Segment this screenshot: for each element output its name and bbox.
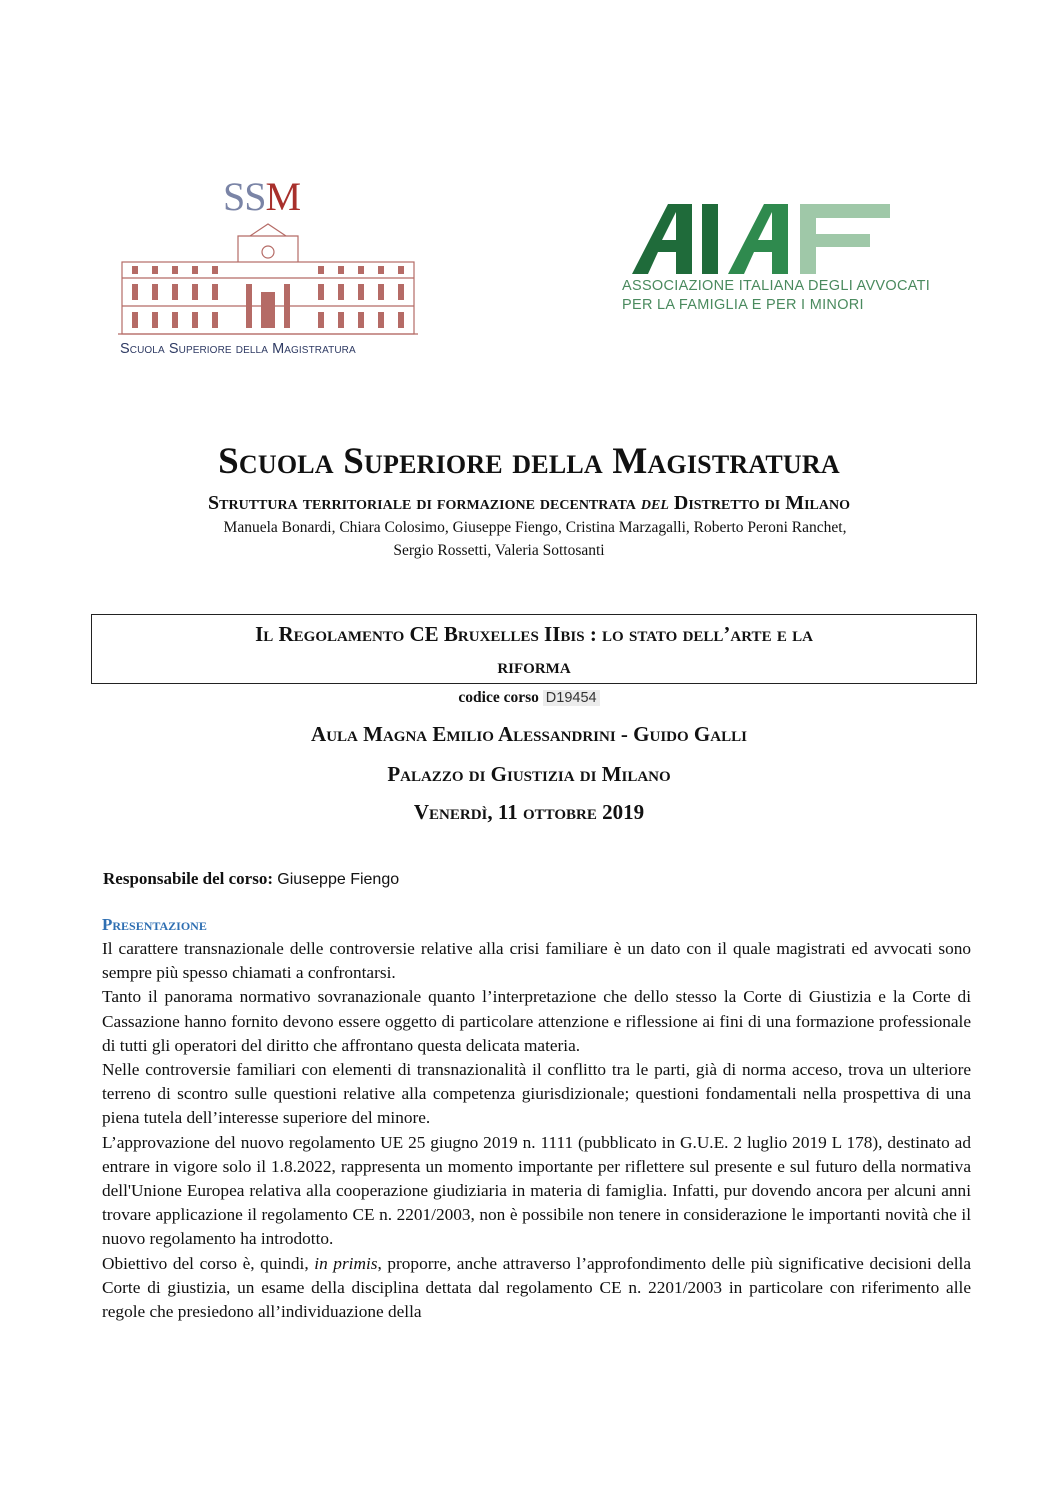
course-title-line1: Il Regolamento CE Bruxelles IIbis : lo stato dell’arte e la: [255, 622, 813, 646]
presentation-heading: Presentazione: [102, 915, 207, 934]
presentation-paragraph-4: L’approvazione del nuovo regolamento UE 25 giugno 2019 n. 1111 (pubblicato in G.U.E. 2 luglio 2019 L 178), destinato ad entrare in vigore solo il 1.8.2022, rappresenta un momento importante per riflettere sul presente e sul futuro della normativa dell'Unione Europea relativa alla cooperazione giudiziaria in materia di famiglia. Infatti, pur dovendo ancora per alcuni anni trovare applicazione il regolamento CE n. 2201/2003, non è possibile non tenere in considerazione le importanti novità che il nuovo regolamento ha introdotto.: [102, 1132, 971, 1249]
ssm-logo-acronym: SSM: [223, 174, 301, 219]
page-subtitle: Struttura territoriale di formazione decentrata del Distretto di Milano: [208, 492, 850, 514]
course-code-label: codice corso: [458, 689, 539, 706]
aiaf-mark-text: AIAF: [632, 200, 635, 201]
presentation-paragraph-1: Il carattere transnazionale delle controversie relative alla crisi familiare è un dato con il quale magistrati ed avvocati sono sempre più spesso chiamati a confrontarsi.: [102, 939, 971, 983]
page-title: Scuola Superiore della Magistratura: [218, 441, 840, 482]
ssm-logo-caption: Scuola Superiore della Magistratura: [120, 341, 356, 357]
course-code-value: D19454: [543, 690, 600, 706]
ssm-palace-illustration: [118, 222, 418, 342]
subtitle-italic: del: [640, 492, 669, 514]
presentation-paragraph-5: Obiettivo del corso è, quindi, in primis, proporre, anche attraverso l’approfondimento delle più significative decisioni della Corte di giustizia, un esame della disciplina dettata dal regolamento CE n. 2201/2003 in particolare con riferimento alle regole che presiedono all’individuazione della: [102, 1253, 972, 1322]
presentation-body: [102, 937, 971, 1497]
event-date: Venerdì, 11 ottobre 2019: [413, 800, 645, 824]
venue-room: Aula Magna Emilio Alessandrini - Guido Galli: [311, 722, 747, 746]
responsible-name: Giuseppe Fiengo: [277, 871, 400, 888]
members-list-line2: Sergio Rossetti, Valeria Sottosanti: [393, 542, 605, 559]
presentation-paragraph-3: Nelle controversie familiari con elementi di transnazionalità il conflitto tra le parti, già di norma acceso, trova un ulteriore terreno di scontro sulle questioni relative alla competenza giurisdizionale; questioni fondamentali nella prospettiva di una piena tutela dell’interesse superiore del minore.: [102, 1060, 971, 1128]
course-title-line2: riforma: [497, 654, 571, 678]
venue-building: Palazzo di Giustizia di Milano: [387, 762, 671, 786]
course-code-line: [0, 689, 1058, 713]
responsible-label: Responsabile del corso:: [103, 869, 273, 888]
aiaf-logo-mark: [632, 200, 927, 280]
members-list-line1: Manuela Bonardi, Chiara Colosimo, Giuseppe Fiengo, Cristina Marzagalli, Roberto Peroni Ranchet,: [223, 519, 847, 536]
aiaf-logo-line2: PER LA FAMIGLIA E PER I MINORI: [622, 297, 864, 313]
presentation-paragraph-2: Tanto il panorama normativo sovranazionale quanto l’interpretazione che dello stesso la Corte di Giustizia e la Corte di Cassazione hanno fornito devono essere oggetto di particolare attenzione e riflessione ai fini di una formazione professionale di tutti gli operatori del diritto che affrontano questa delicata materia.: [102, 987, 971, 1055]
aiaf-logo-line1: ASSOCIAZIONE ITALIANA DEGLI AVVOCATI: [622, 278, 931, 294]
course-responsible: [103, 869, 903, 893]
